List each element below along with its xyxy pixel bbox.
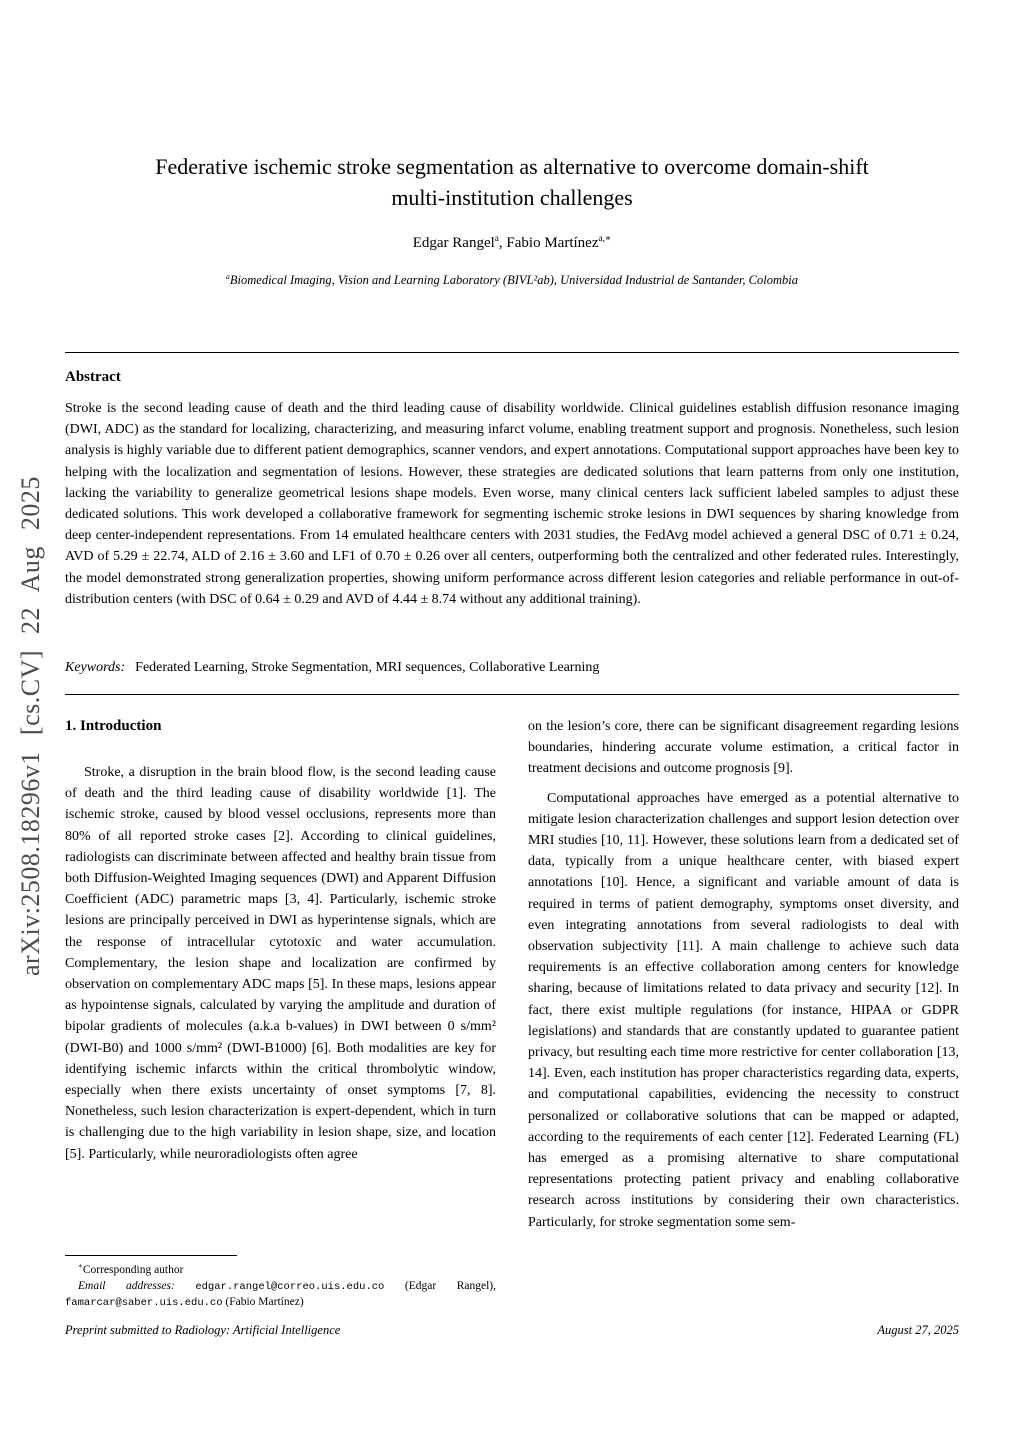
paper-title-line2: multi-institution challenges <box>391 185 633 210</box>
author-2-name: Fabio Martínez <box>506 235 599 251</box>
footnote-star: ∗ <box>78 1262 83 1271</box>
footnote-email-2: famarcar@saber.uis.edu.co <box>65 1297 223 1309</box>
divider-bottom <box>65 694 959 695</box>
footer-preprint-note: Preprint submitted to Radiology: Artificial Intelligence <box>65 1323 341 1337</box>
paper-title-line1: Federative ischemic stroke segmentation as alternative to overcome domain-shift <box>155 154 869 179</box>
affiliation <box>65 273 959 288</box>
section-heading-introduction: 1. Introduction <box>65 718 162 734</box>
footnote-email-2-name: (Fabio Martínez) <box>225 1296 304 1308</box>
abstract-text: Stroke is the second leading cause of death and the third leading cause of disability worldwide. Clinical guidelines establish diffusion resonance imaging (DWI, ADC) as the standard for localizing, characterizing, and measuring infarct volume, enabling treatment support and prognosis. Nonetheless, such lesion analysis is highly variable due to different patient demographics, scanner vendors, and expert annotations. Computational support approaches have been key to helping with the localization and segmentation of lesions. However, these strategies are dedicated solutions that learn patterns from only one institution, lacking the variability to generalize geometrical lesions shape models. Even worse, many clinical centers lack sufficient labeled samples to adjust these dedicated solutions. This work developed a collaborative framework for segmenting ischemic stroke lesions in DWI sequences by sharing knowledge from deep center-independent representations. From 14 emulated healthcare centers with 2031 studies, the FedAvg model achieved a general DSC of 0.71 ± 0.24, AVD of 5.29 ± 22.74, ALD of 2.16 ± 3.60 and LF1 of 0.70 ± 0.26 over all centers, outperforming both the centralized and other federated rules. Interestingly, the model demonstrated strong generalization properties, showing uniform performance across different lesion categories and reliable performance in out-of-distribution centers (with DSC of 0.64 ± 0.29 and AVD of 4.44 ± 8.74 without any additional training). <box>65 401 959 607</box>
keywords-text: Federated Learning, Stroke Segmentation, MRI sequences, Collaborative Learning <box>135 660 600 675</box>
divider-top <box>65 352 959 353</box>
arxiv-watermark: arXiv:2508.18296v1 [cs.CV] 22 Aug 2025 <box>16 476 45 976</box>
authors-line <box>65 235 959 252</box>
keywords-line <box>65 660 959 676</box>
affiliation-text: Biomedical Imaging, Vision and Learning Laboratory (BIVL²ab), Universidad Industrial de Santander, Colombia <box>229 273 798 287</box>
paper-title <box>65 151 959 213</box>
affiliation-mark: a <box>226 271 230 281</box>
footnote-email-1-name: (Edgar Rangel), <box>404 1279 497 1292</box>
author-1-affiliation-mark: a <box>494 234 499 244</box>
footnote-email-label: Email addresses: <box>78 1279 175 1292</box>
footnote-divider <box>65 1255 237 1256</box>
column-right <box>528 716 959 1233</box>
author-1-name: Edgar Rangel <box>412 235 495 251</box>
intro-paragraph-1-continuation: on the lesion’s core, there can be significant disagreement regarding lesions boundaries, hindering accurate volume estimation, a critical factor in treatment decisions and outcome prognosis [9]. <box>528 719 959 777</box>
footnote-corresponding-text: Corresponding author <box>82 1264 184 1276</box>
column-left <box>65 716 496 1165</box>
abstract-heading: Abstract <box>65 369 121 385</box>
footnote-corresponding-author <box>65 1263 496 1279</box>
footnote-email-1: edgar.rangel@correo.uis.edu.co <box>195 1280 385 1293</box>
intro-paragraph-1: Stroke, a disruption in the brain blood flow, is the second leading cause of death and the third leading cause of disability worldwide [1]. The ischemic stroke, caused by blood vessel occlusions, represents more than 80% of all reported stroke cases [2]. According to clinical guidelines, radiologists can discriminate between affected and healthy brain tissue from both Diffusion-Weighted Imaging sequences (DWI) and Apparent Diffusion Coefficient (ADC) parametric maps [3, 4]. Particularly, ischemic stroke lesions are principally perceived in DWI as hyperintense signals, which are the response of intracellular cytotoxic and water accumulation. Complementary, the lesion shape and localization are confirmed by observation on complementary ADC maps [5]. In these maps, lesions appear as hypointense signals, calculated by varying the amplitude and duration of bipolar gradients of molecules (a.k.a b-values) in DWI between 0 s/mm² (DWI-B0) and 1000 s/mm² (DWI-B1000) [6]. Both modalities are key for identifying ischemic infarcts within the critical thrombolytic window, especially when there exists uncertainty of onset symptoms [7, 8]. Nonetheless, such lesion characterization is expert-dependent, which in turn is challenging due to the high variability in lesion shape, size, and location [5]. Particularly, while neuroradiologists often agree <box>65 765 496 1162</box>
footnote-emails <box>65 1279 496 1312</box>
footnote <box>65 1255 496 1312</box>
intro-paragraph-2: Computational approaches have emerged as a potential alternative to mitigate lesion characterization challenges and support lesion detection over MRI studies [10, 11]. However, these solutions learn from a dedicated set of data, typically from a unique healthcare center, with biased expert annotations [10]. Hence, a significant and variable amount of data is required in terms of patient demography, symptoms onset diversity, and even integrating annotations from several radiologists to deal with observation subjectivity [11]. A main challenge to achieve such data requirements is an effective collaboration among centers for knowledge sharing, because of limitations related to data privacy and security [12]. In fact, there exist multiple regulations (for instance, HIPAA or GDPR legislations) and standards that are constantly updated to guarantee patient privacy, but resulting each time more restrictive for center collaboration [13, 14]. Even, each institution has proper characteristics regarding data, experts, and computational capabilities, evidencing the necessity to construct personalized or collaborative solutions that can be mapped or adapted, according to the requirements of each center [12]. Federated Learning (FL) has emerged as a promising alternative to share computational representations protecting patient privacy and enabling collaborative research across institutions by considering their own characteristics. Particularly, for stroke segmentation some sem- <box>528 790 959 1230</box>
author-2-affiliation-mark: a,∗ <box>598 234 612 244</box>
page-footer <box>65 1323 959 1338</box>
keywords-label: Keywords: <box>65 660 126 675</box>
author-separator: , <box>498 235 507 251</box>
footer-date: August 27, 2025 <box>877 1323 959 1337</box>
